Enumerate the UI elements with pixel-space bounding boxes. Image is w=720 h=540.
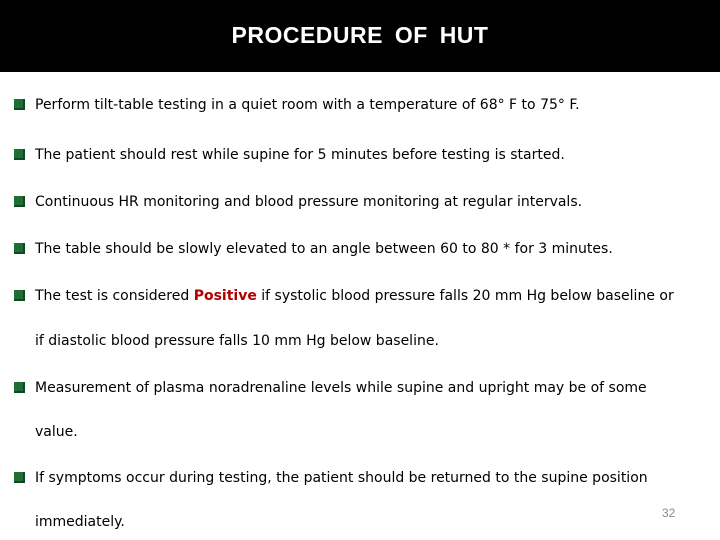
page-number: 32 [662, 506, 676, 520]
bullet-text: The table should be slowly elevated to an angle between 60 to 80 * for 3 minutes. [35, 241, 613, 257]
square-bullet-icon [14, 290, 25, 301]
bullet-text: The patient should rest while supine for 5 minutes before testing is started. [35, 147, 565, 163]
bullet-item-3 [14, 192, 714, 212]
positive-highlight: Positive [193, 288, 257, 304]
bullet-item-5 [14, 286, 714, 306]
square-bullet-icon [14, 472, 25, 483]
slide-title: PROCEDURE OF HUT [231, 22, 489, 48]
bullet-item-4 [14, 239, 714, 259]
bullet-text-post: if systolic blood pressure falls 20 mm Hg below baseline or [256, 288, 674, 304]
bullet-item-7 [14, 468, 714, 488]
bullet-5-continuation: if diastolic blood pressure falls 10 mm Hg below baseline. [35, 333, 439, 349]
bullet-text: Continuous HR monitoring and blood pressure monitoring at regular intervals. [35, 194, 583, 210]
bullet-item-2 [14, 145, 714, 165]
square-bullet-icon [14, 382, 25, 393]
bullet-7-continuation: immediately. [35, 514, 125, 530]
bullet-text: Perform tilt-table testing in a quiet room with a temperature of 68° F to 75° F. [35, 97, 580, 113]
square-bullet-icon [14, 243, 25, 254]
bullet-item-6 [14, 378, 714, 398]
square-bullet-icon [14, 149, 25, 160]
bullet-text: Measurement of plasma noradrenaline levels while supine and upright may be of some [35, 380, 647, 396]
bullet-item-1 [14, 95, 714, 115]
square-bullet-icon [14, 196, 25, 207]
bullet-text: If symptoms occur during testing, the patient should be returned to the supine position [35, 470, 648, 486]
square-bullet-icon [14, 99, 25, 110]
bullet-text-pre: The test is considered [35, 288, 194, 304]
bullet-6-continuation: value. [35, 424, 78, 440]
